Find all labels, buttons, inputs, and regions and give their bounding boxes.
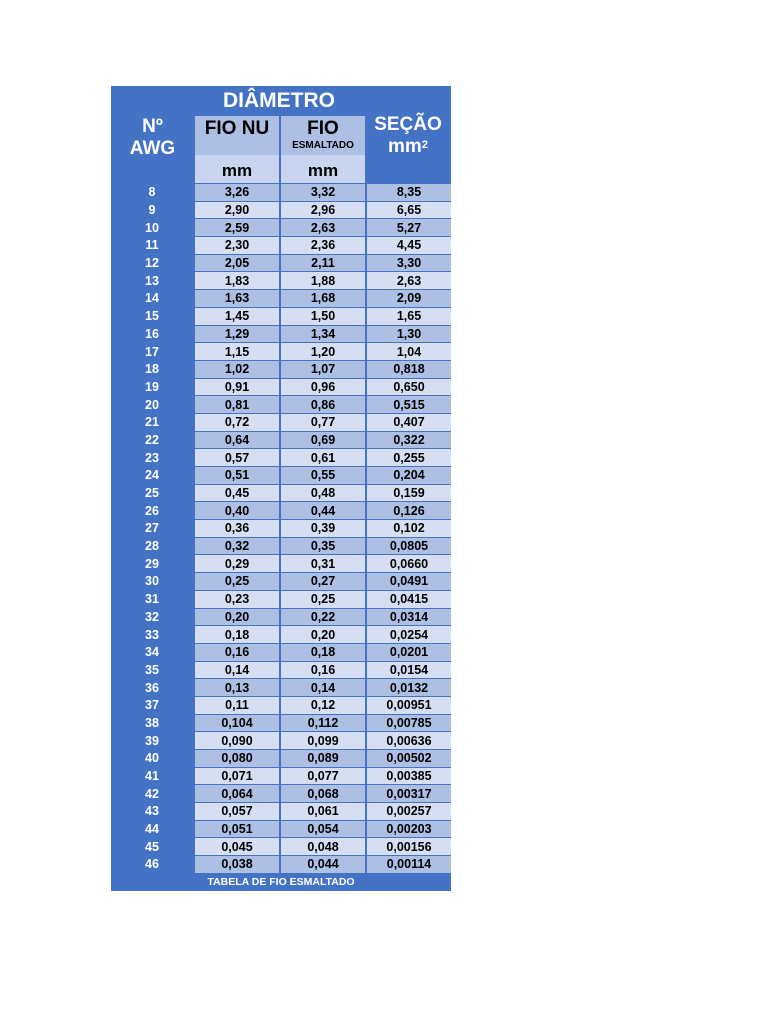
table-row: [111, 361, 451, 378]
secao-column-header: [365, 114, 451, 158]
awg-cell: 20: [111, 396, 193, 413]
secao-cell: 0,0805: [367, 538, 451, 555]
fio-nu-cell: 0,57: [195, 449, 279, 466]
table-row: [111, 555, 451, 572]
table-row: [111, 219, 451, 236]
secao-cell: 1,04: [367, 343, 451, 360]
secao-cell: 0,00114: [367, 856, 451, 873]
secao-cell: 0,515: [367, 396, 451, 413]
awg-cell: 32: [111, 609, 193, 626]
fio-esmaltado-cell: 1,68: [281, 290, 365, 307]
table-header: [111, 86, 451, 183]
secao-cell: 0,255: [367, 449, 451, 466]
awg-cell: 35: [111, 662, 193, 679]
table-row: [111, 785, 451, 802]
fio-nu-cell: 1,15: [195, 343, 279, 360]
fio-esmaltado-cell: 3,32: [281, 184, 365, 201]
table-row: [111, 732, 451, 749]
awg-cell: 12: [111, 255, 193, 272]
table-row: [111, 502, 451, 519]
fio-nu-cell: 1,83: [195, 272, 279, 289]
fio-esmaltado-cell: 0,48: [281, 485, 365, 502]
table-row: [111, 202, 451, 219]
table-row: [111, 520, 451, 537]
secao-cell: 0,102: [367, 520, 451, 537]
fio-nu-cell: 0,080: [195, 750, 279, 767]
fio-nu-cell: 2,90: [195, 202, 279, 219]
table-row: [111, 308, 451, 325]
secao-cell: 0,00203: [367, 821, 451, 838]
fio-esmaltado-cell: 0,86: [281, 396, 365, 413]
fio-nu-cell: 0,64: [195, 432, 279, 449]
fio-esmaltado-cell: 0,25: [281, 591, 365, 608]
secao-cell: 0,00385: [367, 768, 451, 785]
awg-cell: 36: [111, 679, 193, 696]
fio-esmaltado-unit: mm: [307, 161, 339, 180]
fio-nu-cell: 0,81: [195, 396, 279, 413]
fio-nu-cell: 0,045: [195, 838, 279, 855]
awg-cell: 28: [111, 538, 193, 555]
table-row: [111, 821, 451, 838]
table-row: [111, 272, 451, 289]
awg-cell: 26: [111, 502, 193, 519]
awg-cell: 14: [111, 290, 193, 307]
awg-cell: 46: [111, 856, 193, 873]
fio-esmaltado-cell: 0,18: [281, 644, 365, 661]
fio-nu-cell: 0,23: [195, 591, 279, 608]
gauge-data-table: [109, 183, 453, 874]
fio-nu-cell: 0,051: [195, 821, 279, 838]
fio-esmaltado-cell: 0,35: [281, 538, 365, 555]
table-row: [111, 379, 451, 396]
fio-esmaltado-cell: 0,55: [281, 467, 365, 484]
table-row: [111, 573, 451, 590]
fio-esmaltado-cell: 0,12: [281, 697, 365, 714]
fio-esmaltado-cell: 0,20: [281, 626, 365, 643]
fio-esmaltado-cell: 2,96: [281, 202, 365, 219]
secao-cell: 6,65: [367, 202, 451, 219]
awg-cell: 8: [111, 184, 193, 201]
table-row: [111, 237, 451, 254]
fio-nu-cell: 0,11: [195, 697, 279, 714]
fio-nu-cell: 0,32: [195, 538, 279, 555]
secao-cell: 0,0314: [367, 609, 451, 626]
fio-esmaltado-cell: 0,061: [281, 803, 365, 820]
secao-cell: 0,0660: [367, 555, 451, 572]
secao-cell: 0,00636: [367, 732, 451, 749]
fio-nu-cell: 1,63: [195, 290, 279, 307]
table-row: [111, 467, 451, 484]
fio-esmaltado-header: [281, 116, 365, 183]
secao-cell: 0,00317: [367, 785, 451, 802]
awg-header-line1: Nº: [142, 116, 163, 137]
fio-nu-cell: 0,14: [195, 662, 279, 679]
table-row: [111, 644, 451, 661]
fio-esmaltado-cell: 0,14: [281, 679, 365, 696]
awg-cell: 15: [111, 308, 193, 325]
awg-cell: 45: [111, 838, 193, 855]
table-row: [111, 290, 451, 307]
awg-cell: 44: [111, 821, 193, 838]
fio-nu-cell: 0,064: [195, 785, 279, 802]
table-row: [111, 679, 451, 696]
secao-label: SEÇÃO: [374, 114, 442, 135]
fio-nu-cell: 2,30: [195, 237, 279, 254]
fio-esmaltado-cell: 0,16: [281, 662, 365, 679]
awg-cell: 10: [111, 219, 193, 236]
fio-nu-label: FIO NU: [204, 118, 270, 139]
secao-cell: 0,126: [367, 502, 451, 519]
awg-cell: 38: [111, 715, 193, 732]
table-row: [111, 449, 451, 466]
table-row: [111, 343, 451, 360]
awg-cell: 39: [111, 732, 193, 749]
fio-esmaltado-cell: 0,61: [281, 449, 365, 466]
awg-header-line2: AWG: [129, 138, 176, 159]
table-row: [111, 838, 451, 855]
secao-cell: 0,00951: [367, 697, 451, 714]
fio-esmaltado-cell: 0,068: [281, 785, 365, 802]
table-row: [111, 591, 451, 608]
fio-nu-cell: 0,090: [195, 732, 279, 749]
table-row: [111, 432, 451, 449]
secao-cell: 0,322: [367, 432, 451, 449]
awg-cell: 18: [111, 361, 193, 378]
secao-cell: 0,0201: [367, 644, 451, 661]
table-row: [111, 485, 451, 502]
secao-unit-superscript: 2: [421, 139, 428, 151]
fio-nu-header: [195, 116, 279, 183]
secao-cell: 0,0254: [367, 626, 451, 643]
fio-esmaltado-cell: 0,044: [281, 856, 365, 873]
awg-cell: 31: [111, 591, 193, 608]
awg-cell: 16: [111, 326, 193, 343]
secao-cell: 0,818: [367, 361, 451, 378]
fio-esmaltado-cell: 2,63: [281, 219, 365, 236]
fio-nu-unit: mm: [221, 161, 253, 180]
fio-esmaltado-cell: 0,96: [281, 379, 365, 396]
fio-esmaltado-cell: 2,36: [281, 237, 365, 254]
secao-unit: mm: [388, 136, 422, 157]
table-row: [111, 609, 451, 626]
secao-cell: 0,407: [367, 414, 451, 431]
awg-cell: 29: [111, 555, 193, 572]
awg-cell: 22: [111, 432, 193, 449]
secao-cell: 0,159: [367, 485, 451, 502]
secao-cell: 0,204: [367, 467, 451, 484]
table-row: [111, 414, 451, 431]
secao-cell: 1,65: [367, 308, 451, 325]
wire-gauge-table: [111, 86, 451, 891]
awg-cell: 30: [111, 573, 193, 590]
secao-cell: 0,00156: [367, 838, 451, 855]
table-row: [111, 326, 451, 343]
fio-esmaltado-cell: 1,34: [281, 326, 365, 343]
table-row: [111, 662, 451, 679]
table-row: [111, 538, 451, 555]
fio-nu-cell: 3,26: [195, 184, 279, 201]
diametro-header: DIÂMETRO: [223, 89, 335, 112]
table-row: [111, 396, 451, 413]
secao-cell: 3,30: [367, 255, 451, 272]
table-row: [111, 626, 451, 643]
secao-cell: 0,650: [367, 379, 451, 396]
secao-cell: 2,09: [367, 290, 451, 307]
secao-cell: 0,0491: [367, 573, 451, 590]
fio-esmaltado-cell: 0,77: [281, 414, 365, 431]
fio-esmaltado-cell: 0,112: [281, 715, 365, 732]
fio-esmaltado-cell: 0,054: [281, 821, 365, 838]
fio-esmaltado-cell: 0,44: [281, 502, 365, 519]
fio-nu-cell: 0,18: [195, 626, 279, 643]
fio-esmaltado-cell: 2,11: [281, 255, 365, 272]
fio-nu-cell: 0,104: [195, 715, 279, 732]
fio-nu-cell: 0,038: [195, 856, 279, 873]
fio-esmaltado-cell: 0,099: [281, 732, 365, 749]
fio-esmaltado-cell: 1,50: [281, 308, 365, 325]
secao-cell: 4,45: [367, 237, 451, 254]
fio-nu-cell: 0,45: [195, 485, 279, 502]
awg-cell: 40: [111, 750, 193, 767]
fio-nu-cell: 0,16: [195, 644, 279, 661]
awg-cell: 43: [111, 803, 193, 820]
fio-nu-cell: 1,02: [195, 361, 279, 378]
fio-nu-cell: 0,29: [195, 555, 279, 572]
table-row: [111, 184, 451, 201]
fio-label: FIO: [307, 118, 339, 139]
secao-cell: 0,00502: [367, 750, 451, 767]
secao-cell: 0,00785: [367, 715, 451, 732]
awg-cell: 24: [111, 467, 193, 484]
fio-nu-cell: 1,29: [195, 326, 279, 343]
table-row: [111, 255, 451, 272]
fio-esmaltado-cell: 0,22: [281, 609, 365, 626]
awg-cell: 9: [111, 202, 193, 219]
secao-cell: 0,0415: [367, 591, 451, 608]
fio-nu-cell: 0,72: [195, 414, 279, 431]
awg-cell: 19: [111, 379, 193, 396]
secao-cell: 2,63: [367, 272, 451, 289]
gauge-rows: [111, 184, 451, 873]
fio-nu-cell: 0,25: [195, 573, 279, 590]
awg-cell: 11: [111, 237, 193, 254]
awg-cell: 33: [111, 626, 193, 643]
fio-nu-cell: 0,51: [195, 467, 279, 484]
fio-esmaltado-cell: 0,27: [281, 573, 365, 590]
awg-cell: 23: [111, 449, 193, 466]
awg-column-header: [111, 116, 194, 160]
awg-cell: 34: [111, 644, 193, 661]
table-row: [111, 768, 451, 785]
fio-nu-cell: 0,40: [195, 502, 279, 519]
fio-esmaltado-cell: 1,07: [281, 361, 365, 378]
table-row: [111, 715, 451, 732]
table-row: [111, 856, 451, 873]
fio-esmaltado-cell: 0,39: [281, 520, 365, 537]
fio-esmaltado-cell: 0,31: [281, 555, 365, 572]
table-row: [111, 750, 451, 767]
fio-nu-cell: 0,20: [195, 609, 279, 626]
fio-nu-cell: 1,45: [195, 308, 279, 325]
secao-cell: 8,35: [367, 184, 451, 201]
fio-esmaltado-cell: 1,88: [281, 272, 365, 289]
fio-nu-cell: 2,59: [195, 219, 279, 236]
fio-nu-cell: 0,36: [195, 520, 279, 537]
esmaltado-label: ESMALTADO: [292, 140, 354, 151]
secao-cell: 5,27: [367, 219, 451, 236]
fio-nu-cell: 0,057: [195, 803, 279, 820]
fio-nu-cell: 2,05: [195, 255, 279, 272]
secao-cell: 0,0154: [367, 662, 451, 679]
fio-esmaltado-cell: 0,69: [281, 432, 365, 449]
fio-esmaltado-cell: 0,089: [281, 750, 365, 767]
secao-cell: 0,00257: [367, 803, 451, 820]
awg-cell: 41: [111, 768, 193, 785]
fio-nu-cell: 0,13: [195, 679, 279, 696]
awg-cell: 21: [111, 414, 193, 431]
fio-nu-cell: 0,91: [195, 379, 279, 396]
table-footer: TABELA DE FIO ESMALTADO: [111, 874, 451, 891]
fio-esmaltado-cell: 1,20: [281, 343, 365, 360]
fio-nu-cell: 0,071: [195, 768, 279, 785]
awg-cell: 17: [111, 343, 193, 360]
secao-cell: 1,30: [367, 326, 451, 343]
fio-esmaltado-cell: 0,048: [281, 838, 365, 855]
secao-unit-wrap: [365, 136, 451, 158]
awg-cell: 42: [111, 785, 193, 802]
table-row: [111, 697, 451, 714]
awg-cell: 27: [111, 520, 193, 537]
secao-cell: 0,0132: [367, 679, 451, 696]
awg-cell: 13: [111, 272, 193, 289]
awg-cell: 37: [111, 697, 193, 714]
table-row: [111, 803, 451, 820]
fio-esmaltado-cell: 0,077: [281, 768, 365, 785]
awg-cell: 25: [111, 485, 193, 502]
